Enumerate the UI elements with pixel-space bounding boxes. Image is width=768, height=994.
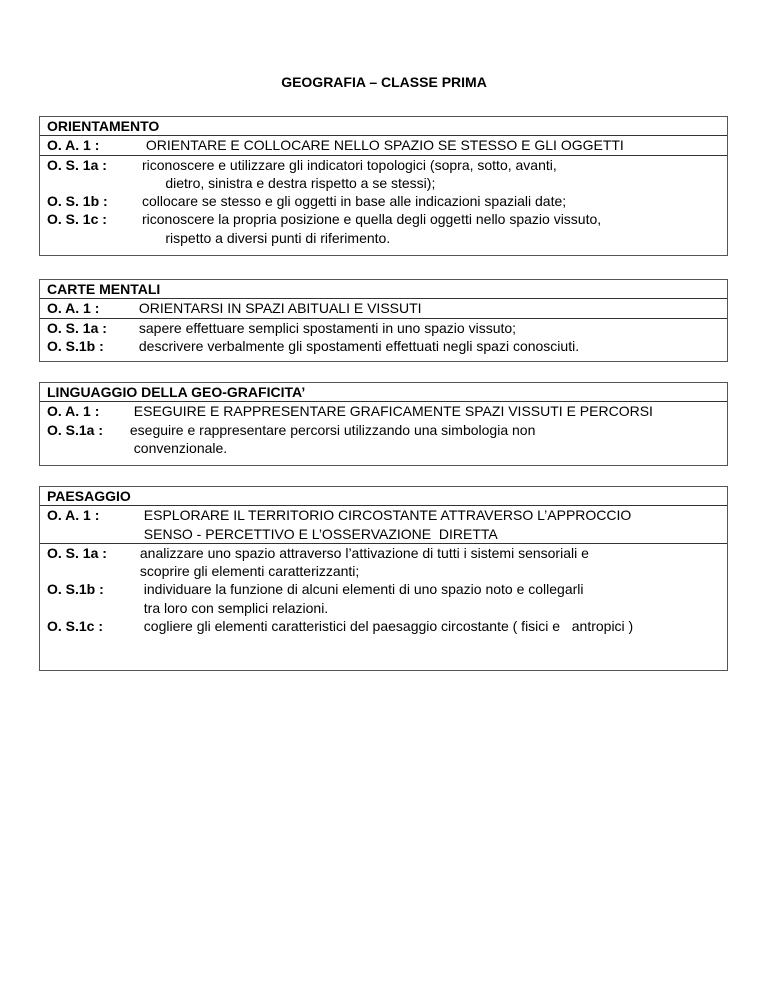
objective-code: O. S. 1a : [47,156,111,173]
objective-code: O. A. 1 : [47,300,104,317]
section-orientamento [39,116,728,256]
objective-row [40,506,727,544]
section-heading [40,487,727,506]
objective-row [40,210,727,247]
objective-code: O. A. 1 : [47,507,104,524]
objective-text: collocare se stesso e gli oggetti in base alle indicazioni spaziali date; [142,193,567,210]
objective-code: O. S. 1a : [47,544,111,561]
objective-row [40,544,727,581]
objective-text: ORIENTARE E COLLOCARE NELLO SPAZIO SE STESSO E GLI OGGETTI [142,137,624,154]
section-heading [40,117,727,136]
objective-text: riconoscere e utilizzare gli indicatori topologici (sopra, sotto, avanti, dietro, sinistra e destra rispetto a se stessi); [142,156,557,191]
section-heading-text: PAESAGGIO [47,488,131,504]
objective-code: O. S.1b : [47,581,108,598]
objective-code: O. S. 1c : [47,211,111,228]
objective-row [40,192,727,210]
objective-text: eseguire e rappresentare percorsi utilizzando una simbologia non convenzionale. [129,421,536,456]
objective-text: descrivere verbalmente gli spostamenti effettuati negli spazi conosciuti. [135,337,580,354]
objective-text: riconoscere la propria posizione e quella degli oggetti nello spazio vissuto, rispetto a diversi punti di riferimento. [142,211,602,246]
objective-text: ESPLORARE IL TERRITORIO CIRCOSTANTE ATTRAVERSO L’APPROCCIO SENSO - PERCETTIVO E L’OSSERVAZIONE DIRETTA [143,507,632,542]
objective-code: O. S. 1a : [47,319,111,336]
section-heading [40,383,727,402]
objective-row [40,421,727,458]
section-heading-text: CARTE MENTALI [47,281,161,297]
objective-row [40,299,727,318]
objective-text: cogliere gli elementi caratteristici del paesaggio circostante ( fisici e antropici ) [136,618,634,635]
objective-text: individuare la funzione di alcuni elementi di uno spazio noto e collegarli tra loro con semplici relazioni. [143,581,584,616]
objective-code: O. S.1c : [47,618,107,635]
objective-text: ORIENTARSI IN SPAZI ABITUALI E VISSUTI [135,300,422,317]
objective-row [40,136,727,155]
objective-row [40,156,727,193]
objective-code: O. S. 1b : [47,193,112,210]
objective-row [40,337,727,355]
section-paesaggio [39,486,728,671]
objective-row [40,319,727,337]
section-heading-text: LINGUAGGIO DELLA GEO-GRAFICITA’ [47,384,306,400]
objective-code: O. A. 1 : [47,137,104,154]
objective-row [40,580,727,617]
objective-code: O. A. 1 : [47,403,104,420]
objective-row [40,402,727,420]
objective-text: analizzare uno spazio attraverso l’attivazione di tutti i sistemi sensoriali e scoprire gli elementi caratterizzanti; [139,544,589,580]
objective-row [40,617,727,635]
objective-code: O. S.1a : [47,421,107,438]
section-heading-text: ORIENTAMENTO [47,118,160,134]
section-linguaggio [39,382,728,466]
objective-text: ESEGUIRE E RAPPRESENTARE GRAFICAMENTE SPAZI VISSUTI E PERCORSI [126,403,653,420]
document-title: GEOGRAFIA – CLASSE PRIMA [281,74,487,90]
objective-text: sapere effettuare semplici spostamenti in uno spazio vissuto; [135,319,517,336]
section-heading [40,280,727,299]
objective-code: O. S.1b : [47,337,108,354]
section-carte-mentali [39,279,728,362]
